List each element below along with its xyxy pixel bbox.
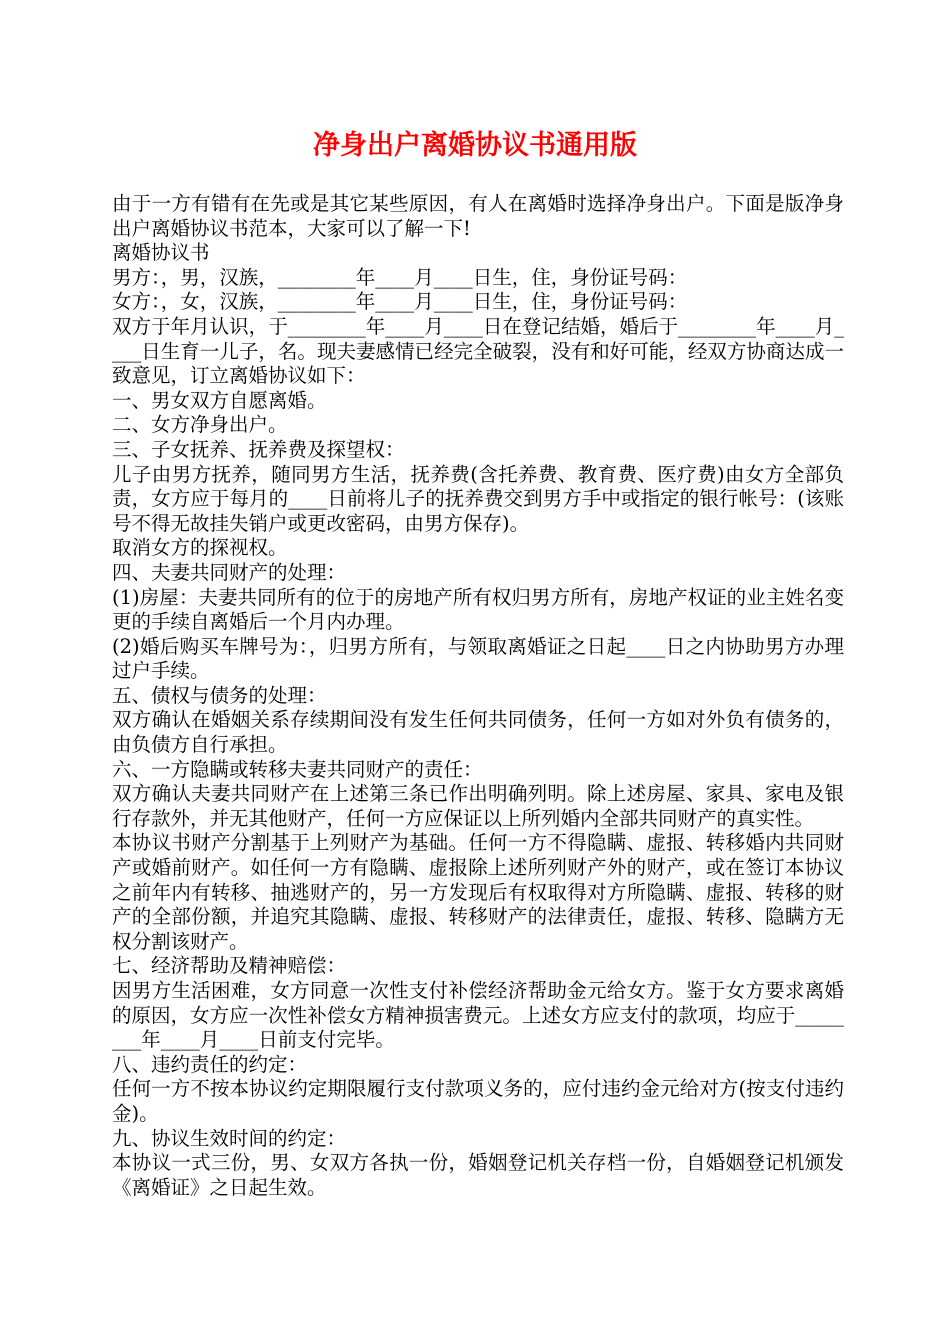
clause-4-car: (2)婚后购买车牌号为：，归男方所有，与领取离婚证之日起____日之内协助男方办理过户手续。	[112, 634, 844, 683]
clause-heading-2: 二、女方净身出户。	[112, 413, 288, 437]
clause-8-text: 任何一方不按本协议约定期限履行支付款项义务的，应付违约金元给对方(按支付违约金)。	[112, 1077, 844, 1125]
agreement-heading: 离婚协议书	[112, 241, 210, 265]
document-title: 净身出户离婚协议书通用版	[313, 130, 637, 161]
clause-5-text: 双方确认在婚姻关系存续期间没有发生任何共同债务，任何一方如对外负有债务的，由负债方自行承担。	[112, 708, 844, 757]
clause-heading-6: 六、一方隐瞒或转移夫妻共同财产的责任：	[112, 757, 483, 781]
intro-paragraph: 由于一方有错有在先或是其它某些原因，有人在离婚时选择净身出户。下面是版净身出户离婚协议书范本，大家可以了解一下!	[112, 192, 844, 240]
clause-heading-9: 九、协议生效时间的约定：	[112, 1126, 347, 1150]
clause-heading-4: 四、夫妻共同财产的处理：	[112, 560, 347, 584]
clause-4-house: (1)房屋：夫妻共同所有的位于的房地产所有权归男方所有，房地产权证的业主姓名变更的手续自离婚后一个月内办理。	[112, 585, 844, 634]
marriage-background: 双方于年月认识，于________年____月____日在登记结婚，婚后于________年____月____日生育一儿子，名。现夫妻感情已经完全破裂，没有和好可能，经双方协商达成一致意见，订立离婚协议如下：	[112, 314, 844, 388]
clause-9-text: 本协议一式三份，男、女双方各执一份，婚姻登记机关存档一份，自婚姻登记机颁发《离婚证》之日起生效。	[112, 1151, 844, 1199]
husband-info: 男方：，男，汉族，________年____月____日生，住，身份证号码：	[112, 265, 688, 289]
wife-info: 女方：，女，汉族，________年____月____日生，住，身份证号码：	[112, 290, 688, 314]
clause-heading-1: 一、男女双方自愿离婚。	[112, 388, 327, 412]
clause-6-text-1: 双方确认夫妻共同财产在上述第三条已作出明确列明。除上述房屋、家具、家电及银行存款外，并无其他财产，任何一方应保证以上所列婚内全部共同财产的真实性。	[112, 782, 844, 830]
clause-3-text: 儿子由男方抚养，随同男方生活，抚养费(含托养费、教育费、医疗费)由女方全部负责，女方应于每月的____日前将儿子的抚养费交到男方手中或指定的银行帐号：(该账号不得无故挂失销户或更改密码，由男方保存)。	[112, 462, 844, 535]
clause-heading-3: 三、子女抚养、抚养费及探望权：	[112, 437, 405, 461]
clause-3-visitation: 取消女方的探视权。	[112, 536, 288, 560]
clause-7-text: 因男方生活困难，女方同意一次性支付补偿经济帮助金元给女方。鉴于女方要求离婚的原因，女方应一次性补偿女方精神损害费元。上述女方应支付的款项，均应于________年____月____日前支付完毕。	[112, 979, 844, 1052]
document-body	[112, 192, 844, 1200]
clause-heading-5: 五、债权与债务的处理：	[112, 683, 327, 707]
clause-6-text-2: 本协议书财产分割基于上列财产为基础。任何一方不得隐瞒、虚报、转移婚内共同财产或婚前财产。如任何一方有隐瞒、虚报除上述所列财产外的财产，或在签订本协议之前年内有转移、抽逃财产的，另一方发现后有权取得对方所隐瞒、虚报、转移的财产的全部份额，并追究其隐瞒、虚报、转移财产的法律责任，虚报、转移、隐瞒方无权分割该财产。	[112, 831, 844, 953]
clause-heading-7: 七、经济帮助及精神赔偿：	[112, 954, 347, 978]
clause-heading-8: 八、违约责任的约定：	[112, 1052, 308, 1076]
